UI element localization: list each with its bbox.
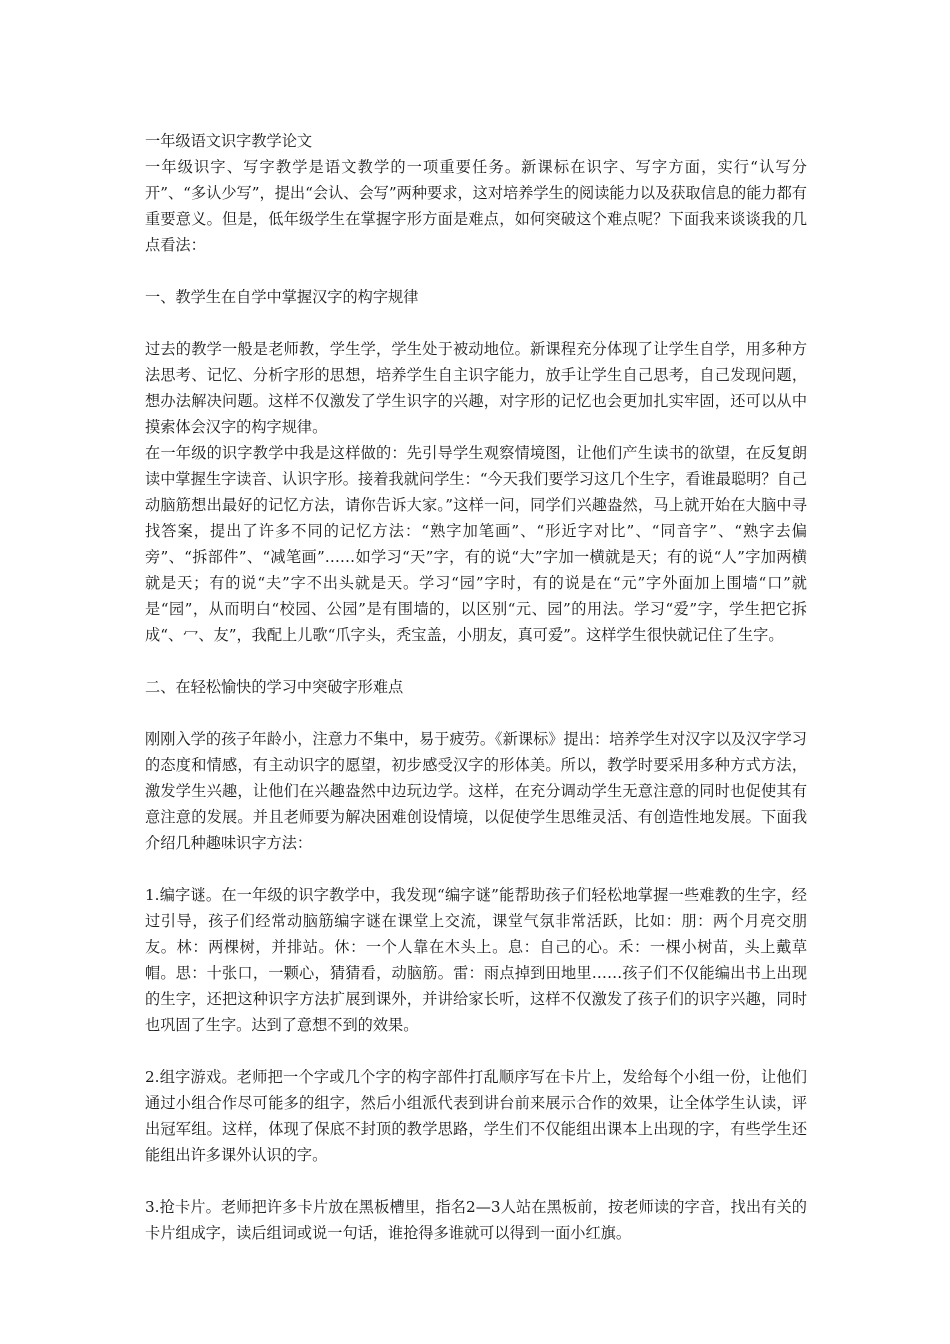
section1-heading: 一、教学生在自学中掌握汉字的构字规律 xyxy=(145,288,419,306)
section1-paragraph-1: 过去的教学一般是老师教，学生学，学生处于被动地位。新课程充分体现了让学生自学，用多种方法思考、记忆、分析字形的思想，培养学生自主识字能力，放手让学生自己思考，自己发现问题，想办法解决问题。这样不仅激发了学生识字的兴趣，对字形的记忆也会更加扎实牢固，还可以从中摸索体会汉字的构字规律。 xyxy=(145,340,807,436)
spacer xyxy=(145,856,807,882)
section2-heading: 二、在轻松愉快的学习中突破字形难点 xyxy=(145,678,404,696)
method-item-2: 2.组字游戏。老师把一个字或几个字的构字部件打乱顺序写在卡片上，发给每个小组一份，让他们通过小组合作尽可能多的组字，然后小组派代表到讲台前来展示合作的效果，让全体学生认读，评出冠军组。这样，体现了保底不封顶的教学思路，学生们不仅能组出课本上出现的字，有些学生还能组出许多课外认识的字。 xyxy=(145,1068,807,1164)
section2-intro: 刚刚入学的孩子年龄小，注意力不集中，易于疲劳。《新课标》提出：培养学生对汉字以及汉字学习的态度和情感，有主动识字的愿望，初步感受汉字的形体美。所以，教学时要采用多种方式方法，激发学生兴趣，让他们在兴趣盎然中边玩边学。这样，在充分调动学生无意注意的同时也促使其有意注意的发展。并且老师要为解决困难创设情境，以促使学生思维灵活、有创造性地发展。下面我介绍几种趣味识字方法： xyxy=(145,730,807,852)
method-item-3: 3.抢卡片。老师把许多卡片放在黑板槽里，指名2—3人站在黑板前，按老师读的字音，找出有关的卡片组成字，读后组词或说一句话，谁抢得多谁就可以得到一面小红旗。 xyxy=(145,1198,807,1242)
spacer xyxy=(145,700,807,726)
method-item-1: 1.编字谜。在一年级的识字教学中，我发现“编字谜”能帮助孩子们轻松地掌握一些难教的生字，经过引导，孩子们经常动脑筋编字谜在课堂上交流，课堂气氛非常活跃，比如：朋：两个月亮交朋友。林：两棵树，并排站。休：一个人靠在木头上。息：自己的心。禾：一棵小树苗，头上戴草帽。思：十张口，一颗心，猜猜看，动脑筋。雷：雨点掉到田地里……孩子们不仅能编出书上出现的生字，还把这种识字方法扩展到课外，并讲给家长听，这样不仅激发了孩子们的识字兴趣，同时也巩固了生字。达到了意想不到的效果。 xyxy=(145,886,807,1034)
spacer xyxy=(145,1168,807,1194)
document-title: 一年级语文识字教学论文 xyxy=(145,132,313,150)
spacer xyxy=(145,310,807,336)
spacer xyxy=(145,1038,807,1064)
spacer xyxy=(145,258,807,284)
document-page xyxy=(145,128,807,1246)
section1-paragraph-2: 在一年级的识字教学中我是这样做的：先引导学生观察情境图，让他们产生读书的欲望，在反复朗读中掌握生字读音、认识字形。接着我就问学生：“今天我们要学习这几个生字，看谁最聪明？自己动脑筋想出最好的记忆方法，请你告诉大家。”这样一问，同学们兴趣盎然，马上就开始在大脑中寻找答案，提出了许多不同的记忆方法：“熟字加笔画”、“形近字对比”、“同音字”、“熟字去偏旁”、“拆部件”、“减笔画”……如学习“天”字，有的说“大”字加一横就是天；有的说“人”字加两横就是天；有的说“夫”字不出头就是天。学习“园”字时，有的说是在“元”字外面加上围墙“口”就是“园”，从而明白“校园、公园”是有围墙的，以区别“元、园”的用法。学习“爱”字，学生把它拆成“、冖、友”，我配上儿歌“爪字头，秃宝盖，小朋友，真可爱”。这样学生很快就记住了生字。 xyxy=(145,444,807,644)
spacer xyxy=(145,648,807,674)
intro-paragraph: 一年级识字、写字教学是语文教学的一项重要任务。新课标在识字、写字方面，实行“认写分开”、“多认少写”，提出“会认、会写”两种要求，这对培养学生的阅读能力以及获取信息的能力都有重要意义。但是，低年级学生在掌握字形方面是难点，如何突破这个难点呢？下面我来谈谈我的几点看法： xyxy=(145,158,807,254)
